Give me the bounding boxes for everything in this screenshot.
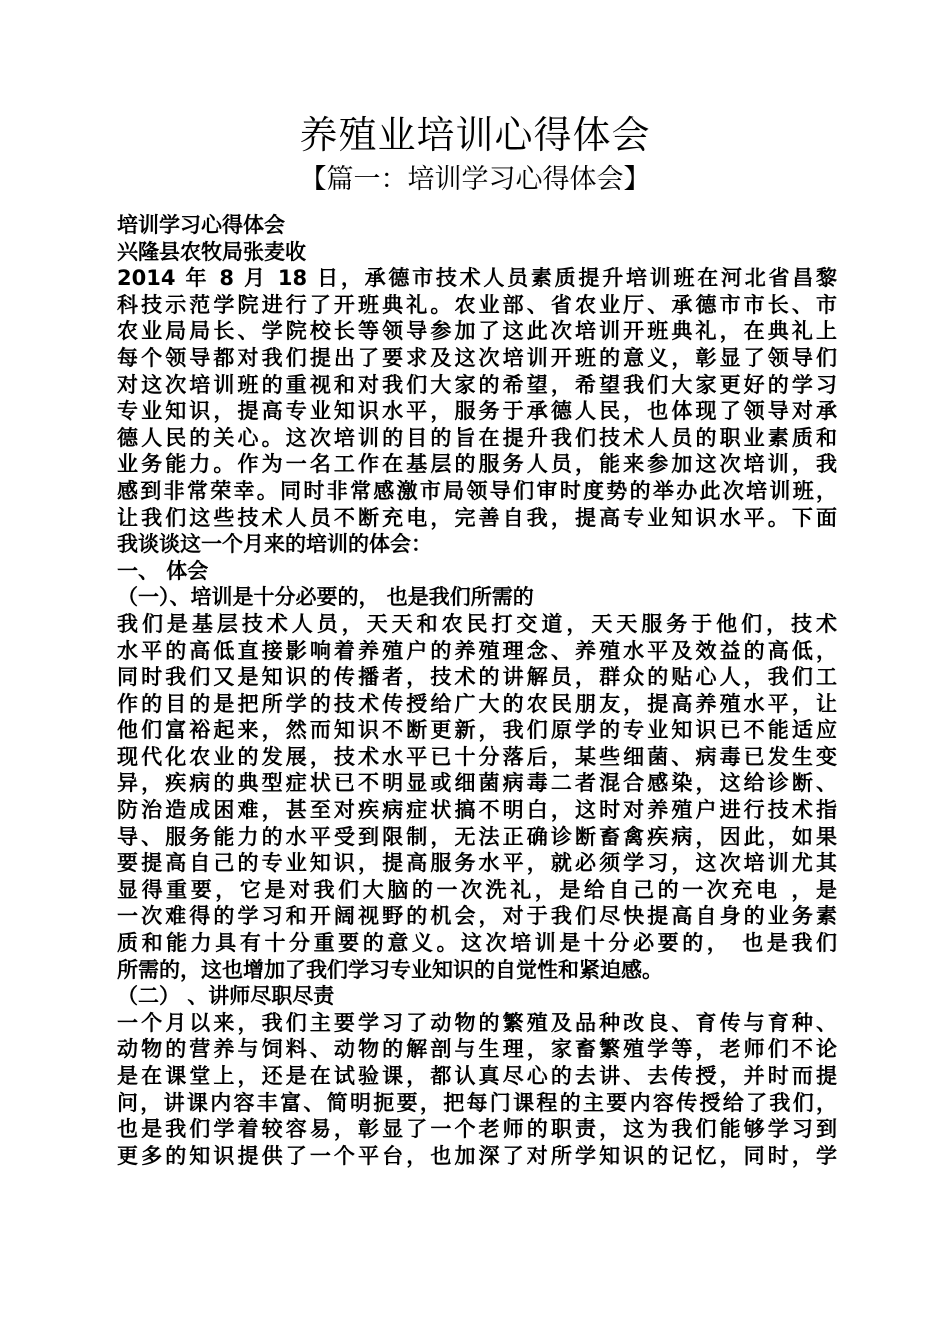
- document-title: 养殖业培训心得体会: [299, 113, 651, 157]
- body-line: 我谈谈这一个月来的培训的体会：: [117, 532, 432, 557]
- body-line: 一个月以来，我们主要学习了动物的繁殖及品种改良、育传与育种、: [117, 1010, 837, 1035]
- body-line: 每个领导都对我们提出了要求及这次培训开班的意义，彰显了领导们: [117, 345, 837, 370]
- body-line: 更多的知识提供了一个平台，也加深了对所学知识的记忆，同时，学: [117, 1143, 837, 1168]
- body-line: 所需的，这也增加了我们学习专业知识的自觉性和紧迫感。: [117, 957, 663, 982]
- body-line: （二） 、讲师尽职尽责: [117, 984, 335, 1009]
- body-line: 业务能力。作为一名工作在基层的服务人员，能来参加这次培训，我: [117, 452, 837, 477]
- body-line: 动物的营养与饲料、动物的解剖与生理，家畜繁殖学等，老师们不论: [117, 1037, 837, 1062]
- body-line: 同时我们又是知识的传播者，技术的讲解员，群众的贴心人，我们工: [117, 665, 837, 690]
- body-line: 异，疾病的典型症状已不明显或细菌病毒二者混合感染，这给诊断、: [117, 771, 837, 796]
- body-line: 防治造成困难，甚至对疾病症状搞不明白，这时对养殖户进行技术指: [117, 798, 837, 823]
- body-line: 作的目的是把所学的技术传授给广大的农民朋友，提高养殖水平，让: [117, 691, 837, 716]
- body-line: 农业局局长、学院校长等领导参加了这此次培训开班典礼，在典礼上: [117, 319, 837, 344]
- body-line: 专业知识，提高专业知识水平，服务于承德人民，也体现了领导对承: [117, 399, 837, 424]
- body-line: 一、 体会: [117, 558, 209, 583]
- body-line: 2014 年 8 月 18 日，承德市技术人员素质提升培训班在河北省昌黎: [117, 266, 837, 291]
- document-subtitle: 【篇一：培训学习心得体会】: [299, 164, 651, 195]
- body-line: 水平的高低直接影响着养殖户的养殖理念、养殖水平及效益的高低，: [117, 638, 837, 663]
- body-line: （一）、培训是十分必要的， 也是我们所需的: [117, 585, 534, 610]
- document-body: [117, 212, 837, 1169]
- body-line: 质和能力具有十分重要的意义。这次培训是十分必要的， 也是我们: [117, 931, 837, 956]
- body-line: 德人民的关心。这次培训的目的旨在提升我们技术人员的职业素质和: [117, 425, 837, 450]
- body-line: 是在课堂上，还是在试验课，都认真尽心的去讲、去传授，并时而提: [117, 1064, 837, 1088]
- body-line: 要提高自己的专业知识，提高服务水平，就必须学习，这次培训尤其: [117, 851, 837, 876]
- body-line: 对这次培训班的重视和对我们大家的希望，希望我们大家更好的学习: [117, 372, 837, 397]
- body-line: 他们富裕起来，然而知识不断更新，我们原学的专业知识已不能适应: [117, 718, 837, 743]
- body-line: 兴隆县农牧局张麦收: [117, 239, 306, 264]
- body-line: 我们是基层技术人员，天天和农民打交道，天天服务于他们，技术: [117, 611, 837, 636]
- body-line: 培训学习心得体会: [117, 213, 285, 237]
- body-line: 问，讲课内容丰富、简明扼要，把每门课程的主要内容传授给了我们，: [117, 1090, 837, 1115]
- body-line: 显得重要，它是对我们大脑的一次洗礼，是给自己的一次充电 ，是: [117, 877, 837, 902]
- body-line: 导、服务能力的水平受到限制，无法正确诊断畜禽疾病，因此，如果: [117, 824, 837, 849]
- body-line: 科技示范学院进行了开班典礼。农业部、省农业厅、承德市市长、市: [117, 292, 837, 317]
- body-line: 也是我们学着较容易，彰显了一个老师的职责，这为我们能够学习到: [117, 1117, 837, 1142]
- body-line: 现代化农业的发展，技术水平已十分落后，某些细菌、病毒已发生变: [117, 744, 837, 769]
- body-line: 让我们这些技术人员不断充电，完善自我，提高专业知识水平。下面: [117, 505, 837, 530]
- body-line: 感到非常荣幸。同时非常感激市局领导们审时度势的举办此次培训班，: [117, 478, 837, 503]
- body-line: 一次难得的学习和开阔视野的机会，对于我们尽快提高自身的业务素: [117, 904, 837, 929]
